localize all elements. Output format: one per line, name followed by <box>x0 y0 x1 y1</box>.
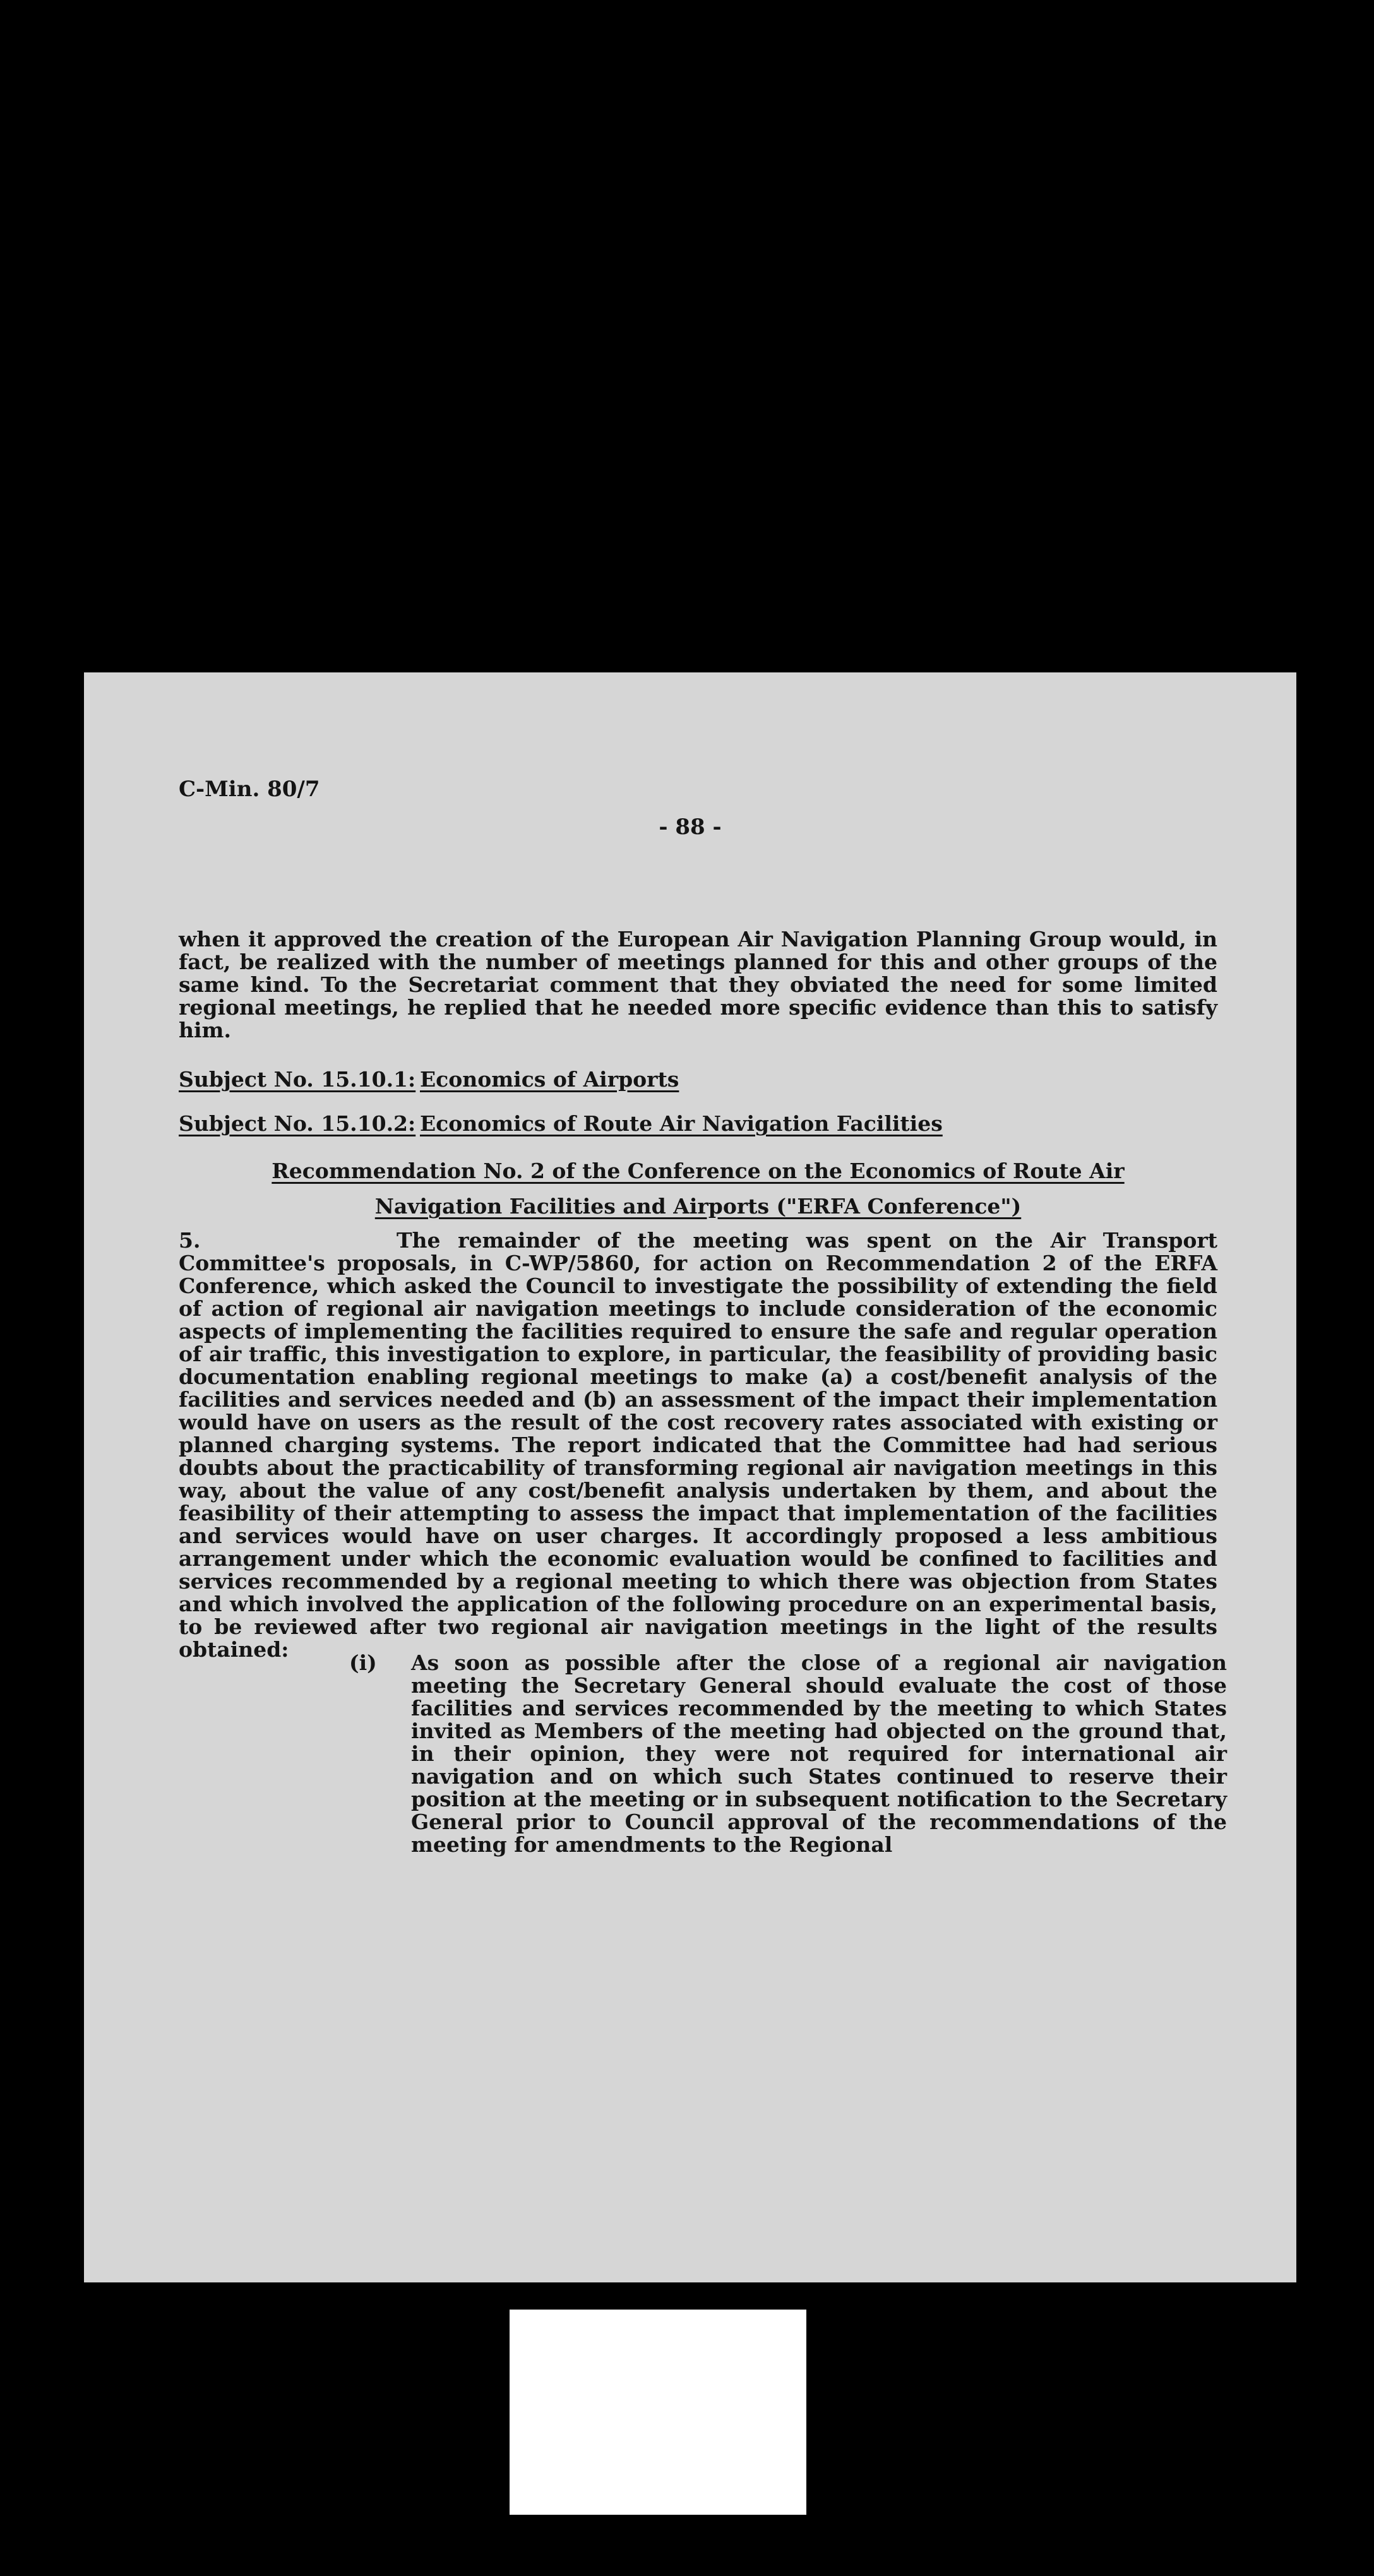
page-number: - 88 - <box>659 814 722 840</box>
paragraph-5 <box>179 1229 1217 1661</box>
paragraph-number: 5. <box>179 1228 201 1253</box>
recommendation-heading <box>179 1154 1217 1224</box>
recommendation-heading-line1: Recommendation No. 2 of the Conference on the Economics of Route Air <box>272 1159 1125 1183</box>
recommendation-heading-line2: Navigation Facilities and Airports ("ERFA Conference") <box>374 1194 1022 1219</box>
subject-heading-15-10-1 <box>179 1067 679 1092</box>
intro-paragraph: when it approved the creation of the European Air Navigation Planning Group would, in fact, be realized with the number of meetings planned for this and other groups of the same kind. To the Secretariat comment that they obviated the need for some limited regional meetings, he replied that he needed more specific evidence than this to satisfy him. <box>179 927 1217 1042</box>
subject-title: Economics of Airports <box>420 1067 679 1092</box>
paragraph-5-text: The remainder of the meeting was spent on the Air Transport Committee's proposals, in C-WP/5860, for action on Recommendation 2 of the ERFA Conference, which asked the Council to investigate the possibility of extending the field of action of regional air navigation meetings to include consideration of the economic aspects of implementing the facilities required to ensure the safe and regular operation of air traffic, this investigation to explore, in particular, the feasibility of providing basic documentation enabling regional meetings to make (a) a cost/benefit analysis of the facilities and services needed and (b) an assessment of the impact their implementation would have on users as the result of the cost recovery rates associated with existing or planned charging systems. The report indicated that the Committee had had serious doubts about the practicability of transforming regional air navigation meetings in this way, about the value of any cost/benefit analysis undertaken by them, and about the feasibility of their attempting to assess the impact that implementation of the facilities and services would have on user charges. It accordingly proposed a less ambitious arrangement under which the economic evaluation would be confined to facilities and services recommended by a regional meeting to which there was objection from States and which involved the application of the following procedure on an experimental basis, to be reviewed after two regional air navigation meetings in the light of the results obtained: <box>179 1228 1217 1662</box>
subject-number: Subject No. 15.10.2: <box>179 1111 416 1136</box>
subject-title: Economics of Route Air Navigation Facilities <box>420 1111 943 1136</box>
document-page <box>84 672 1296 2282</box>
film-frame-blank <box>510 2310 806 2515</box>
document-reference: C-Min. 80/7 <box>179 777 320 802</box>
list-item-number: (i) <box>349 1650 377 1675</box>
list-item-text: As soon as possible after the close of a regional air navigation meeting the Secretary General should evaluate the cost of those facilities and services recommended by the meeting to which States invited as Members of the meeting had objected on the ground that, in their opinion, they were not required for international air navigation and on which such States continued to reserve their position at the meeting or in subsequent notification to the Secretary General prior to Council approval of the recommendations of the meeting for amendments to the Regional <box>411 1650 1227 1857</box>
subject-number: Subject No. 15.10.1: <box>179 1067 416 1092</box>
subject-heading-15-10-2 <box>179 1111 943 1136</box>
list-item-i <box>349 1652 1227 1856</box>
